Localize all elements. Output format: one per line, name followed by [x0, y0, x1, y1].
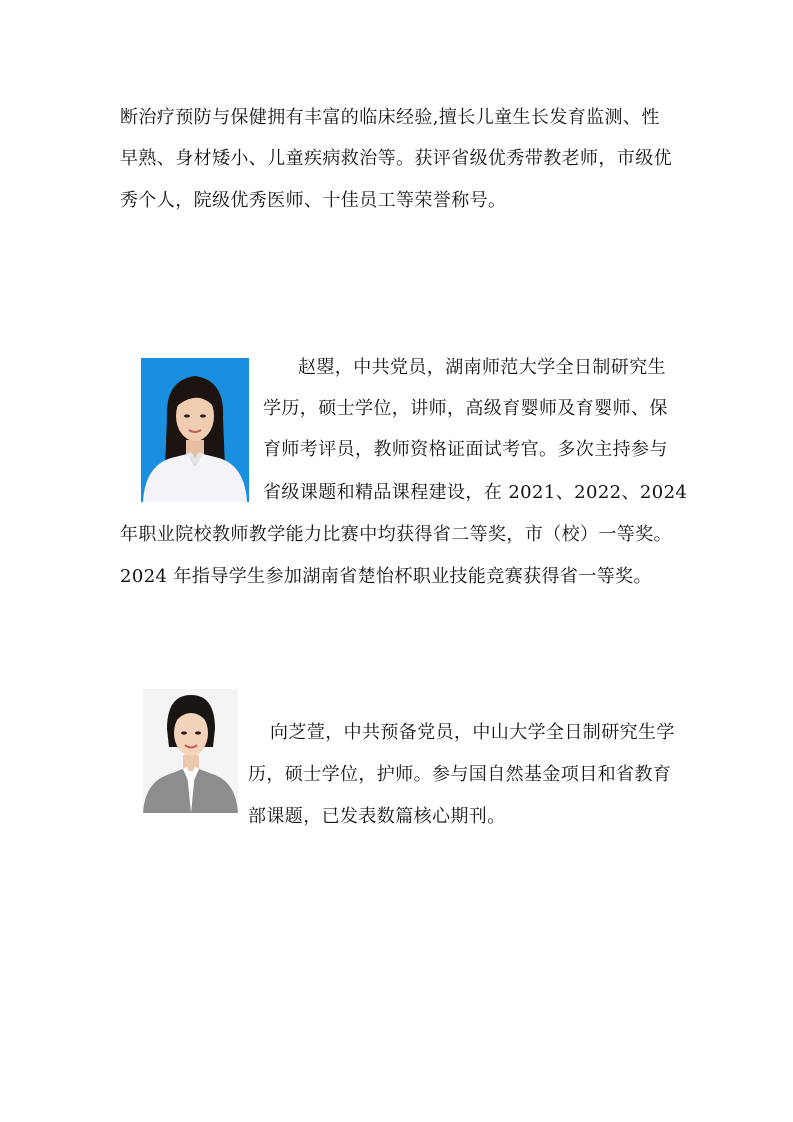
- intro-line-2: 早熟、身材矮小、儿童疾病救治等。获评省级优秀带教老师，市级优: [120, 148, 672, 169]
- intro-line-3: 秀个人，院级优秀医师、十佳员工等荣誉称号。: [120, 190, 507, 211]
- zhao-line-3: 育师考评员，教师资格证面试考官。多次主持参与: [263, 439, 668, 460]
- zhao-line-2: 学历，硕士学位，讲师，高级育婴师及育婴师、保: [263, 398, 668, 419]
- xiang-line-2: 历，硕士学位，护师。参与国自然基金项目和省教育: [248, 764, 672, 785]
- zhao-line-6: 2024 年指导学生参加湖南省楚怡杯职业技能竞赛获得省一等奖。: [120, 566, 652, 587]
- zhao-line-4: 省级课题和精品课程建设，在 2021、2022、2024: [263, 482, 688, 503]
- intro-line-1: 断治疗预防与保健拥有丰富的临床经验,擅长儿童生长发育监测、性: [120, 107, 660, 128]
- xiang-portrait-photo: [143, 689, 238, 813]
- zhao-line-5: 年职业院校教师教学能力比赛中均获得省二等奖，市（校）一等奖。: [120, 524, 672, 545]
- xiang-line-3: 部课题，已发表数篇核心期刊。: [248, 806, 506, 827]
- zhao-line-1: 赵曌，中共党员，湖南师范大学全日制研究生: [298, 357, 666, 378]
- xiang-line-1: 向芝萱，中共预备党员，中山大学全日制研究生学: [270, 722, 675, 743]
- zhao-portrait-photo: [141, 358, 249, 502]
